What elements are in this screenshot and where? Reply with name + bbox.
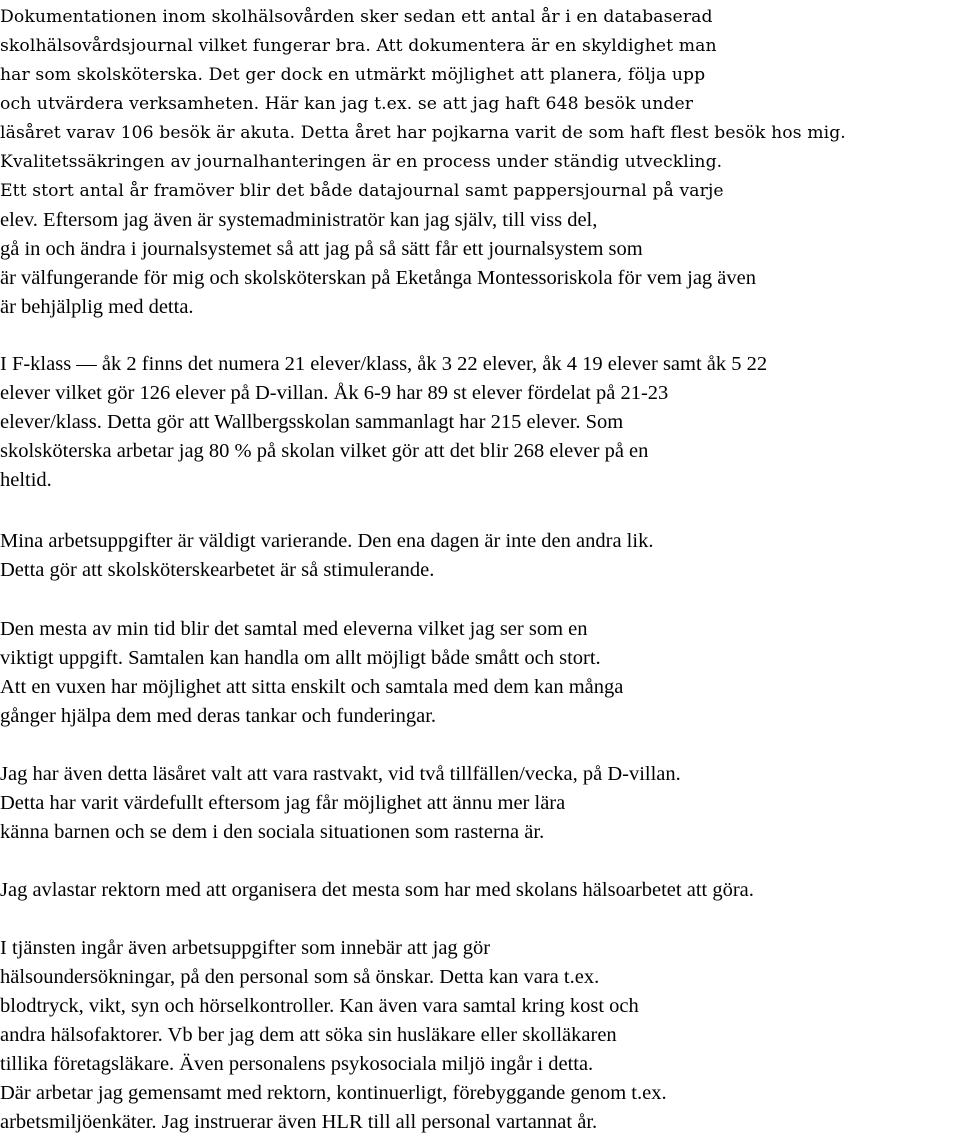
text-line: Detta gör att skolsköterskearbetet är så stimulerande.: [0, 559, 435, 581]
text-line: tillika företagsläkare. Även personalens psykosociala miljö ingår i detta.: [0, 1053, 594, 1075]
text-line: och utvärdera verksamheten. Här kan jag t.ex. se att jag haft 648 besök under: [0, 94, 694, 114]
text-line: viktigt uppgift. Samtalen kan handla om allt möjligt både smått och stort.: [0, 647, 601, 669]
text-line: Där arbetar jag gemensamt med rektorn, kontinuerligt, förebyggande genom t.ex.: [0, 1082, 667, 1104]
text-line: känna barnen och se dem i den sociala situationen som rasterna är.: [0, 821, 545, 843]
text-line: gånger hjälpa dem med deras tankar och funderingar.: [0, 705, 437, 727]
text-line: Jag har även detta läsåret valt att vara rastvakt, vid två tillfällen/vecka, på D-villan.: [0, 763, 681, 785]
text-line: läsåret varav 106 besök är akuta. Detta året har pojkarna varit de som haft flest besök hos mig.: [0, 123, 846, 143]
text-line: Mina arbetsuppgifter är väldigt varierande. Den ena dagen är inte den andra lik.: [0, 530, 654, 552]
text-line: andra hälsofaktorer. Vb ber jag dem att söka sin husläkare eller skolläkaren: [0, 1024, 617, 1046]
text-line: elever vilket gör 126 elever på D-villan. Åk 6-9 har 89 st elever fördelat på 21-23: [0, 382, 669, 404]
text-line: skolsköterska arbetar jag 80 % på skolan vilket gör att det blir 268 elever på en: [0, 440, 649, 462]
text-line: arbetsmiljöenkäter. Jag instruerar även HLR till all personal vartannat år.: [0, 1111, 598, 1133]
text-line: hälsoundersökningar, på den personal som så önskar. Detta kan vara t.ex.: [0, 966, 600, 988]
text-line: Dokumentationen inom skolhälsovården sker sedan ett antal år i en databaserad: [0, 7, 713, 27]
text-line: I F-klass — åk 2 finns det numera 21 elever/klass, åk 3 22 elever, åk 4 19 elever samt åk 5 22: [0, 353, 768, 375]
text-line: elev. Eftersom jag även är systemadministratör kan jag själv, till viss del,: [0, 209, 598, 231]
text-line: elever/klass. Detta gör att Wallbergsskolan sammanlagt har 215 elever. Som: [0, 411, 624, 433]
text-line: Ett stort antal år framöver blir det både datajournal samt pappersjournal på varje: [0, 181, 724, 201]
text-line: skolhälsovårdsjournal vilket fungerar bra. Att dokumentera är en skyldighet man: [0, 36, 717, 56]
text-line: I tjänsten ingår även arbetsuppgifter som innebär att jag gör: [0, 937, 491, 959]
text-line: är behjälplig med detta.: [0, 296, 194, 318]
text-line: Detta har varit värdefullt eftersom jag får möjlighet att ännu mer lära: [0, 792, 566, 814]
text-line: Den mesta av min tid blir det samtal med eleverna vilket jag ser som en: [0, 618, 588, 640]
text-line: heltid.: [0, 469, 52, 491]
text-line: blodtryck, vikt, syn och hörselkontroller. Kan även vara samtal kring kost och: [0, 995, 639, 1017]
text-line: Kvalitetssäkringen av journalhanteringen är en process under ständig utveckling.: [0, 152, 723, 172]
text-line: Jag avlastar rektorn med att organisera det mesta som har med skolans hälsoarbetet att göra.: [0, 879, 754, 901]
text-line: har som skolsköterska. Det ger dock en utmärkt möjlighet att planera, följa upp: [0, 65, 706, 85]
text-line: är välfungerande för mig och skolsköterskan på Eketånga Montessoriskola för vem jag även: [0, 267, 756, 289]
text-line: gå in och ändra i journalsystemet så att jag på så sätt får ett journalsystem som: [0, 238, 643, 260]
text-line: Att en vuxen har möjlighet att sitta enskilt och samtala med dem kan många: [0, 676, 624, 698]
